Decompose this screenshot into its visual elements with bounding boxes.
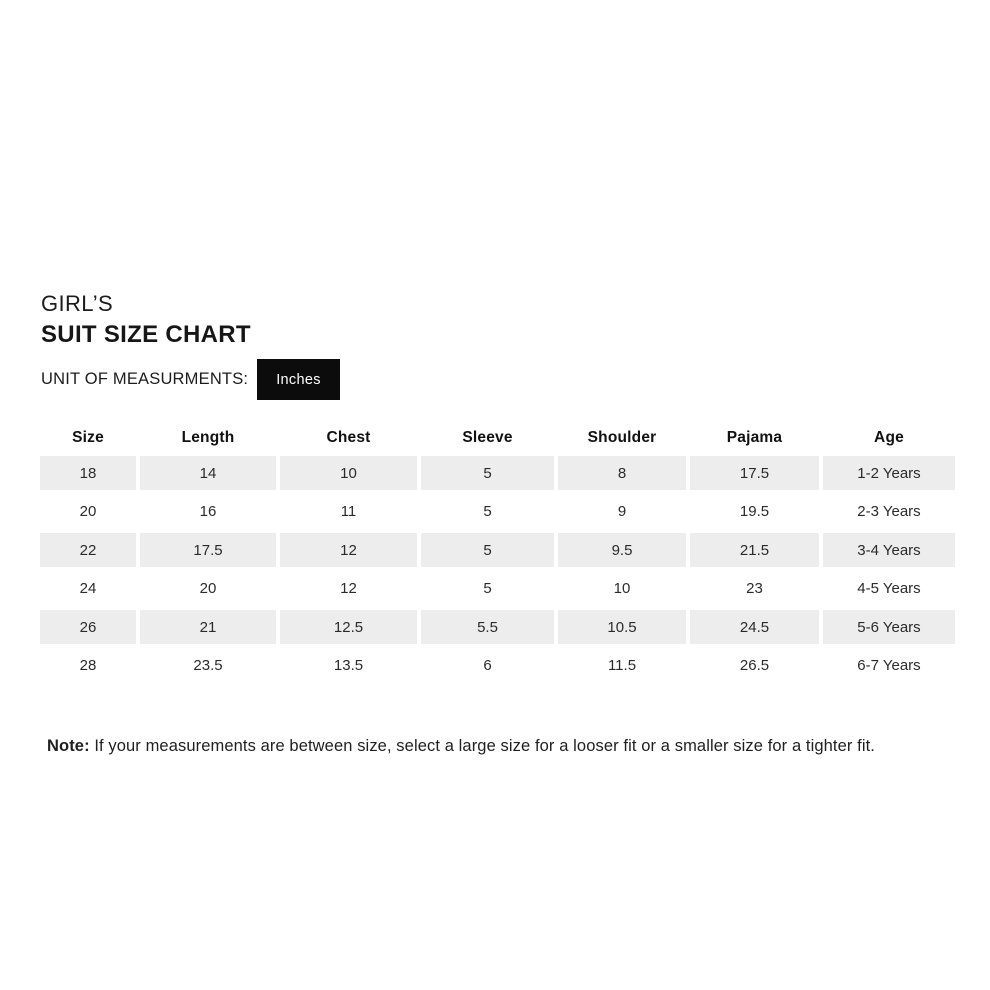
table-cell: 2-3 Years (857, 503, 921, 520)
table-cell: 13.5 (333, 657, 364, 674)
table-cell: 10 (280, 456, 417, 490)
table-row (40, 572, 955, 606)
column-header-size: Size (72, 429, 104, 446)
table-cell: 28 (79, 657, 97, 674)
column-header-length: Length (181, 429, 235, 446)
table-cell: 18 (40, 456, 136, 490)
table-row (40, 495, 955, 529)
table-cell: 20 (199, 580, 217, 597)
table-row (40, 533, 955, 567)
unit-label: UNIT OF MEASURMENTS: (41, 370, 249, 388)
table-cell: 24 (79, 580, 97, 597)
title-chart-name: SUIT SIZE CHART (41, 321, 251, 348)
table-cell: 19.5 (739, 503, 770, 520)
table-cell: 5-6 Years (823, 610, 955, 644)
table-cell: 5 (421, 533, 554, 567)
column-header-sleeve: Sleeve (462, 429, 513, 446)
table-row (40, 456, 955, 490)
table-cell: 9.5 (558, 533, 686, 567)
table-cell: 1-2 Years (823, 456, 955, 490)
table-cell: 21 (140, 610, 276, 644)
title-category: GIRL’S (41, 291, 114, 316)
table-cell: 12 (280, 533, 417, 567)
table-cell: 8 (558, 456, 686, 490)
size-table-body (40, 456, 955, 683)
table-cell: 17.5 (140, 533, 276, 567)
table-cell: 21.5 (690, 533, 819, 567)
page-title (41, 289, 251, 350)
table-cell: 10.5 (558, 610, 686, 644)
table-row (40, 649, 955, 683)
table-row (40, 610, 955, 644)
table-cell: 11.5 (607, 657, 637, 674)
table-cell: 6 (483, 657, 492, 674)
table-cell: 12.5 (280, 610, 417, 644)
table-cell: 11 (340, 503, 357, 520)
table-cell: 6-7 Years (857, 657, 921, 674)
table-cell: 10 (613, 580, 631, 597)
table-cell: 22 (40, 533, 136, 567)
column-header-shoulder: Shoulder (587, 429, 657, 446)
unit-of-measurements-row (41, 359, 340, 400)
table-cell: 5 (421, 456, 554, 490)
table-cell: 4-5 Years (857, 580, 921, 597)
note-text (47, 736, 883, 757)
size-table (40, 421, 955, 687)
column-header-age: Age (874, 429, 904, 446)
table-header-row (40, 421, 955, 455)
table-cell: 16 (199, 503, 217, 520)
table-cell: 17.5 (690, 456, 819, 490)
inches-unit-button[interactable]: Inches (257, 359, 340, 400)
note-body: If your measurements are between size, select a large size for a looser fit or a smaller size for a tighter fit. (89, 737, 875, 755)
note-label: Note: (47, 737, 90, 755)
table-cell: 3-4 Years (823, 533, 955, 567)
table-cell: 5 (483, 503, 492, 520)
column-header-chest: Chest (326, 429, 371, 446)
table-cell: 20 (79, 503, 97, 520)
table-cell: 5 (483, 580, 492, 597)
table-cell: 12 (340, 580, 357, 597)
table-cell: 24.5 (690, 610, 819, 644)
table-cell: 14 (140, 456, 276, 490)
column-header-pajama: Pajama (726, 429, 783, 446)
table-cell: 23 (746, 580, 763, 597)
table-cell: 9 (617, 503, 627, 520)
table-cell: 26 (40, 610, 136, 644)
table-cell: 23.5 (193, 657, 223, 674)
table-cell: 5.5 (421, 610, 554, 644)
table-cell: 26.5 (739, 657, 770, 674)
